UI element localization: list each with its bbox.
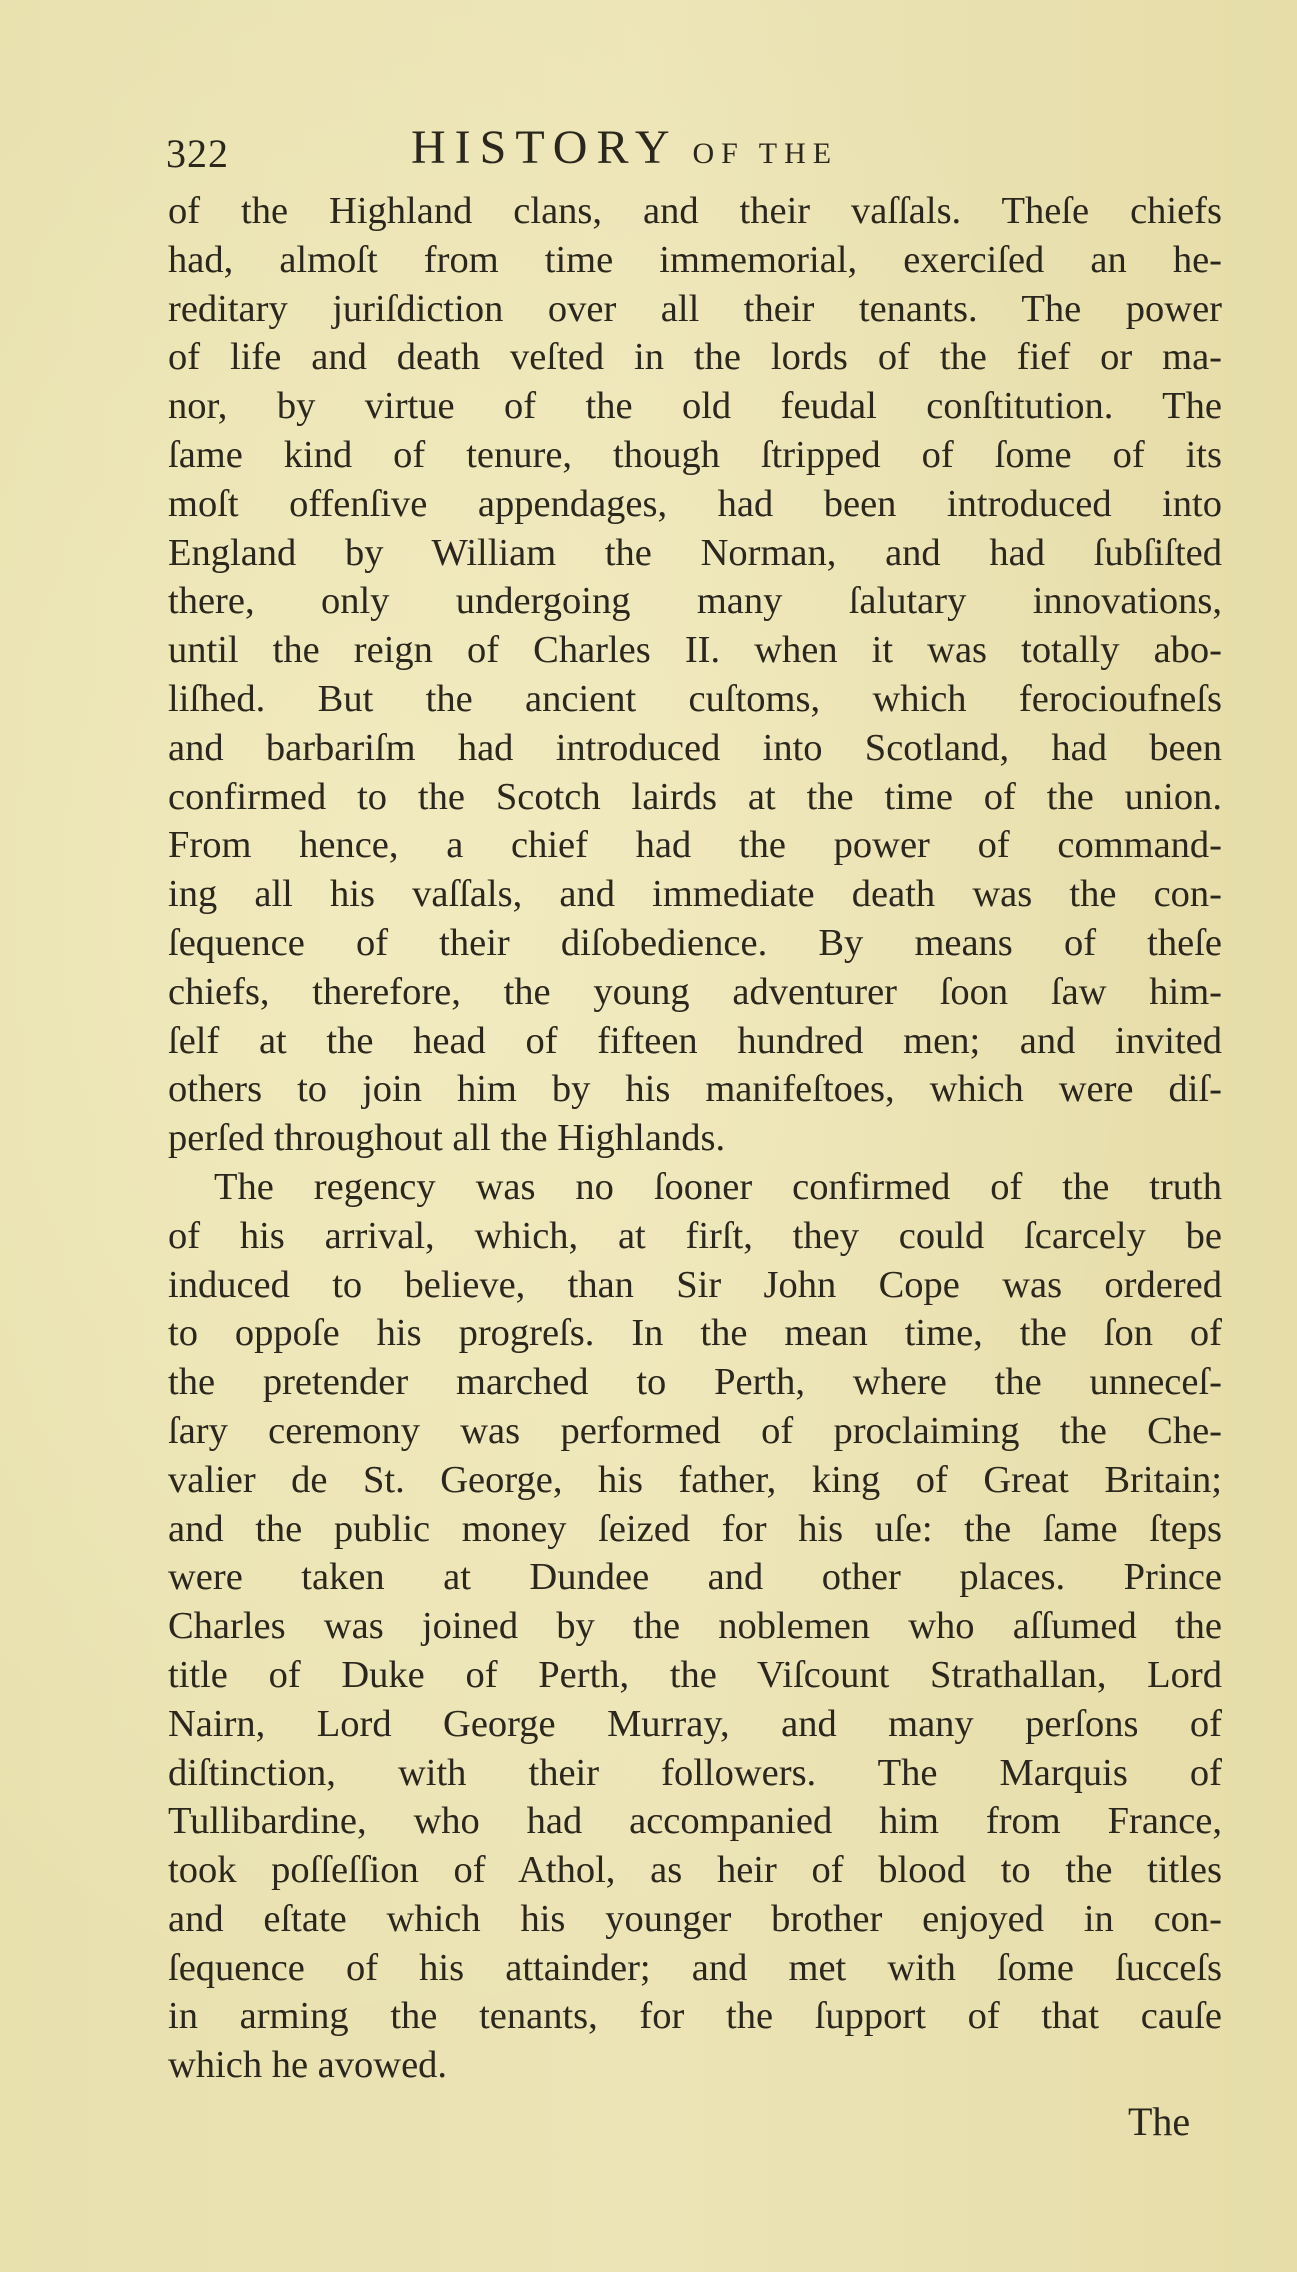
text-line: England by William the Norman, and had ſubſiſted: [168, 531, 1222, 574]
text-line: ſequence of their diſobedience. By means of theſe: [168, 921, 1222, 964]
text-line: Charles was joined by the noblemen who aſſumed the: [168, 1605, 1222, 1648]
body-text: [168, 187, 1222, 2090]
text-line: which he avowed.: [168, 2044, 448, 2087]
text-line: in arming the tenants, for the ſupport of that cauſe: [168, 1995, 1222, 2038]
page-header: [166, 112, 966, 176]
text-line: valier de St. George, his father, king of Great Britain;: [168, 1458, 1222, 1501]
catchword: The: [1128, 2099, 1191, 2144]
text-line: there, only undergoing many ſalutary innovations,: [168, 580, 1222, 623]
text-line: and barbariſm had introduced into Scotland, had been: [168, 726, 1222, 769]
paragraph-first-line: The regency was no ſooner confirmed of the truth: [214, 1165, 1222, 1208]
text-line: liſhed. But the ancient cuſtoms, which ferocioufneſs: [168, 677, 1222, 720]
text-line: to oppoſe his progreſs. In the mean time, the ſon of: [168, 1312, 1222, 1355]
text-line: nor, by virtue of the old feudal conſtitution. The: [168, 385, 1222, 428]
running-title-small: OF THE: [692, 137, 839, 170]
text-line: ſelf at the head of fifteen hundred men; and invited: [168, 1019, 1222, 1062]
page-number: 322: [166, 131, 229, 176]
running-title-main: HISTORY: [411, 121, 679, 174]
text-line: until the reign of Charles II. when it was totally abo-: [168, 629, 1222, 672]
text-line: reditary juriſdiction over all their tenants. The power: [168, 287, 1222, 330]
text-line: the pretender marched to Perth, where the unneceſ-: [168, 1361, 1222, 1404]
text-line: title of Duke of Perth, the Viſcount Strathallan, Lord: [168, 1653, 1222, 1696]
text-line: ing all his vaſſals, and immediate death was the con-: [168, 873, 1222, 916]
text-line: took poſſeſſion of Athol, as heir of blood to the titles: [168, 1849, 1222, 1892]
text-line: moſt offenſive appendages, had been introduced into: [168, 482, 1222, 525]
text-line: chiefs, therefore, the young adventurer ſoon ſaw him-: [168, 970, 1222, 1013]
text-line: had, almoſt from time immemorial, exerciſed an he-: [168, 238, 1222, 281]
text-line: Tullibardine, who had accompanied him from France,: [168, 1800, 1222, 1843]
text-line: From hence, a chief had the power of command-: [168, 824, 1222, 867]
text-line: and the public money ſeized for his uſe: the ſame ſteps: [168, 1507, 1222, 1550]
text-line: ſequence of his attainder; and met with ſome ſucceſs: [168, 1946, 1222, 1989]
text-line: were taken at Dundee and other places. Prince: [168, 1556, 1222, 1599]
text-line: ſame kind of tenure, though ſtripped of ſome of its: [168, 433, 1222, 476]
text-line: of his arrival, which, at firſt, they could ſcarcely be: [168, 1214, 1222, 1257]
text-line: of life and death veſted in the lords of the fief or ma-: [168, 336, 1222, 379]
text-line: confirmed to the Scotch lairds at the time of the union.: [168, 775, 1222, 818]
text-line: induced to believe, than Sir John Cope was ordered: [168, 1263, 1222, 1306]
text-line: Nairn, Lord George Murray, and many perſons of: [168, 1702, 1222, 1745]
text-line: ſary ceremony was performed of proclaiming the Che-: [168, 1409, 1222, 1452]
text-line: of the Highland clans, and their vaſſals. Theſe chiefs: [168, 190, 1222, 232]
running-title: [411, 120, 838, 175]
text-line: others to join him by his manifeſtoes, which were diſ-: [168, 1068, 1222, 1111]
text-line: and eſtate which his younger brother enjoyed in con-: [168, 1897, 1222, 1940]
text-line: diſtinction, with their followers. The Marquis of: [168, 1751, 1222, 1794]
text-line: perſed throughout all the Highlands.: [168, 1117, 726, 1160]
